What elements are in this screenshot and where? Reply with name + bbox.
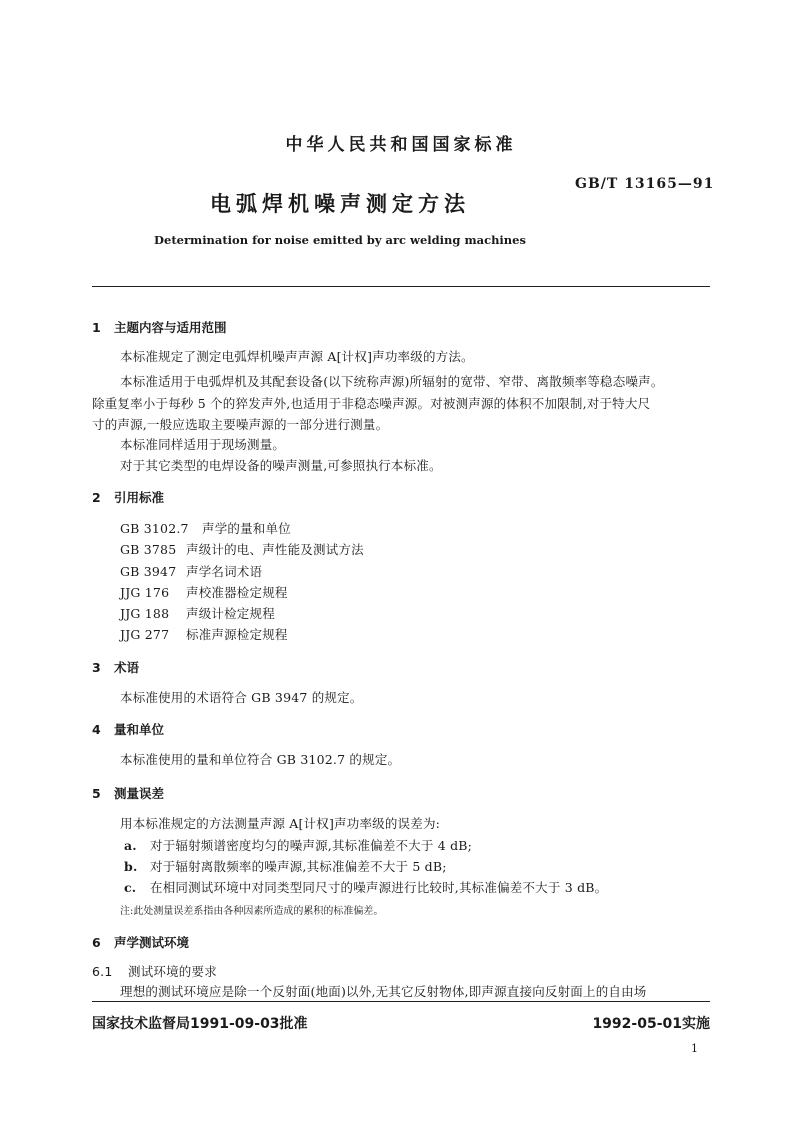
section-number: 5 [92, 786, 101, 801]
list-text: 对于辐射离散频率的噪声源,其标准偏差不大于 5 dB; [150, 859, 447, 874]
reference-code: GB 3102.7 [120, 521, 189, 536]
section-number: 6 [92, 935, 101, 950]
subsection-6-1-heading [92, 962, 217, 980]
section-title: 术语 [114, 660, 140, 675]
reference-title: 标准声源检定规程 [186, 627, 288, 642]
page-number: 1 [691, 1042, 698, 1055]
section-4-heading [92, 720, 164, 738]
reference-code: JJG 277 [120, 627, 170, 642]
section-title: 测量误差 [114, 786, 165, 801]
reference-item [120, 540, 364, 558]
section-number: 4 [92, 722, 101, 737]
section-4-para-1: 本标准使用的量和单位符合 GB 3102.7 的规定。 [120, 752, 401, 767]
reference-item [120, 583, 288, 601]
section-1-para-1: 本标准规定了测定电弧焊机噪声声源 A[计权]声功率级的方法。 [120, 349, 474, 364]
section-1-heading [92, 318, 227, 336]
section-number: 1 [92, 320, 101, 335]
top-divider [92, 286, 710, 287]
reference-item [120, 519, 291, 537]
section-title: 主题内容与适用范围 [114, 320, 227, 335]
reference-title: 声校准器检定规程 [186, 585, 288, 600]
reference-title: 声学名词术语 [186, 564, 263, 579]
section-title: 引用标准 [114, 490, 165, 505]
reference-title: 声级计的电、声性能及测试方法 [186, 542, 364, 557]
list-key: b. [124, 859, 138, 874]
section-3-heading [92, 658, 139, 676]
section-2-heading [92, 488, 164, 506]
list-text: 在相同测试环境中对同类型同尺寸的噪声源进行比较时,其标准偏差不大于 3 dB。 [150, 880, 608, 895]
national-standard-heading: 中华人民共和国国家标准 [285, 135, 517, 155]
section-6-para-1: 理想的测试环境应是除一个反射面(地面)以外,无其它反射物体,即声源直接向反射面上的自由场 [120, 984, 647, 999]
section-1-para-2-line-1: 本标准适用于电弧焊机及其配套设备(以下统称声源)所辐射的宽带、窄带、离散频率等稳态噪声。 [120, 374, 664, 389]
reference-code: JJG 176 [120, 585, 170, 600]
reference-item [120, 604, 275, 622]
reference-code: JJG 188 [120, 606, 170, 621]
section-title: 量和单位 [114, 722, 165, 737]
section-1-para-2-line-3: 寸的声源,一般应选取主要噪声源的一部分进行测量。 [92, 417, 389, 432]
section-title: 声学测试环境 [114, 935, 190, 950]
section-1-para-4: 对于其它类型的电焊设备的噪声测量,可参照执行本标准。 [120, 458, 442, 473]
bottom-divider [92, 1001, 710, 1002]
section-number: 3 [92, 660, 101, 675]
section-5-heading [92, 784, 164, 802]
document-title-en: Determination for noise emitted by arc welding machines [154, 233, 526, 247]
list-item [124, 836, 472, 854]
reference-title: 声级计检定规程 [186, 606, 275, 621]
effective-date: 1992-05-01实施 [592, 1016, 710, 1032]
standard-number: GB/T 13165—91 [575, 176, 715, 192]
section-5-note: 注:此处测量误差系指由各种因素所造成的累积的标准偏差。 [120, 906, 384, 917]
reference-code: GB 3785 [120, 542, 177, 557]
section-1-para-2-line-2: 除重复率小于每秒 5 个的猝发声外,也适用于非稳态噪声源。对被测声源的体积不加限制,对于特大尺 [92, 396, 651, 411]
list-text: 对于辐射频谱密度均匀的噪声源,其标准偏差不大于 4 dB; [150, 838, 473, 853]
list-key: a. [124, 838, 137, 853]
section-5-para-1: 用本标准规定的方法测量声源 A[计权]声功率级的误差为: [120, 816, 441, 831]
list-key: c. [124, 880, 137, 895]
subsection-number: 6.1 [92, 964, 113, 979]
reference-code: GB 3947 [120, 564, 177, 579]
section-6-heading [92, 933, 189, 951]
reference-item [120, 625, 288, 643]
section-number: 2 [92, 490, 101, 505]
approval-date: 国家技术监督局1991-09-03批准 [92, 1016, 308, 1032]
reference-item [120, 562, 262, 580]
subsection-title: 测试环境的要求 [128, 964, 217, 979]
section-3-para-1: 本标准使用的术语符合 GB 3947 的规定。 [120, 690, 363, 705]
document-title-cn: 电弧焊机噪声测定方法 [210, 192, 470, 216]
list-item [124, 878, 607, 896]
list-item [124, 857, 447, 875]
reference-title: 声学的量和单位 [202, 521, 291, 536]
section-1-para-3: 本标准同样适用于现场测量。 [120, 437, 286, 452]
